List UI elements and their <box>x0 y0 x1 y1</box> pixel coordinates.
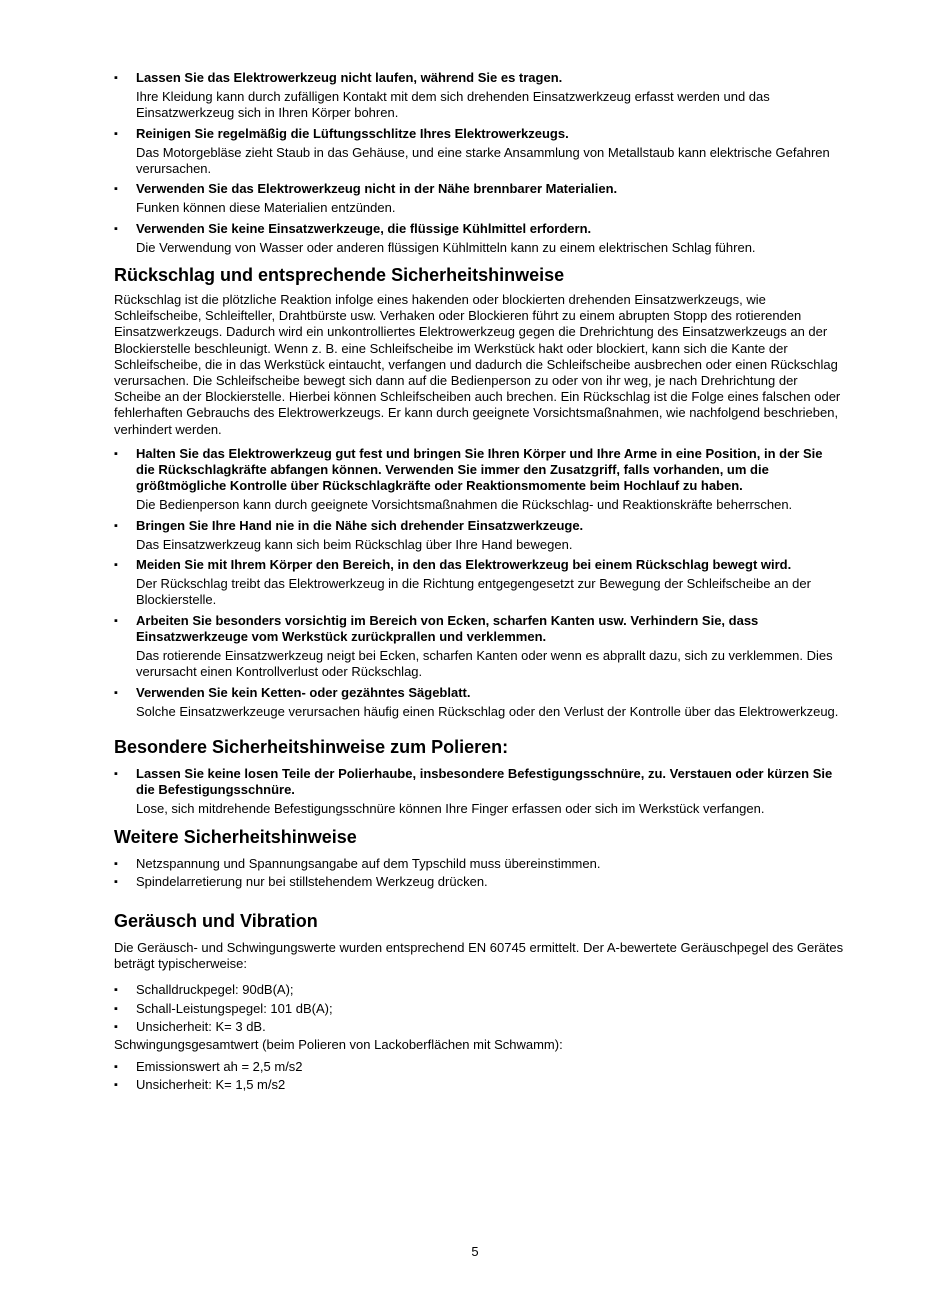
bullet-title: ▪ Meiden Sie mit Ihrem Körper den Bereich, in den das Elektrowerkzeug bei einem Rückschlag bewegt wird. <box>114 557 844 573</box>
list-item <box>114 221 844 256</box>
bullet-title: ▪ Arbeiten Sie besonders vorsichtig im Bereich von Ecken, scharfen Kanten usw. Verhindern Sie, dass Einsatzwerkzeuge vom Werkstück zurückprallen und verklemmen. <box>114 613 844 645</box>
section-heading-further: Weitere Sicherheitshinweise <box>114 826 357 847</box>
bullet-description: Der Rückschlag treibt das Elektrowerkzeug in die Richtung entgegengesetzt zur Bewegung der Schleifscheibe an der Blockierstelle. <box>136 576 811 608</box>
bullet-title: ▪ Verwenden Sie keine Einsatzwerkzeuge, die flüssige Kühlmittel erfordern. <box>114 221 844 237</box>
bullet-title: ▪ Reinigen Sie regelmäßig die Lüftungsschlitze Ihres Elektrowerkzeugs. <box>114 126 844 142</box>
bullet-title: ▪ Lassen Sie keine losen Teile der Polierhaube, insbesondere Befestigungsschnüre, zu. Verstauen oder kürzen Sie die Befestigungsschnüre. <box>114 766 844 798</box>
list-item <box>114 126 844 178</box>
kickback-list <box>114 446 844 720</box>
bullet-title: ▪ Verwenden Sie kein Ketten- oder gezähntes Sägeblatt. <box>114 685 844 701</box>
list-item <box>114 181 844 216</box>
list-item: ▪ Netzspannung und Spannungsangabe auf dem Typschild muss übereinstimmen. <box>114 856 844 872</box>
section-heading-kickback: Rückschlag und entsprechende Sicherheitshinweise <box>114 265 565 286</box>
further-list <box>114 856 844 890</box>
bullet-description: Die Verwendung von Wasser oder anderen flüssigen Kühlmitteln kann zu einem elektrischen Schlag führen. <box>136 239 756 255</box>
list-item <box>114 518 844 553</box>
intro-list <box>114 70 844 256</box>
list-item: ▪ Schall-Leistungspegel: 101 dB(A); <box>114 1001 844 1017</box>
noise-list <box>114 982 844 1035</box>
bullet-description: Das rotierende Einsatzwerkzeug neigt bei Ecken, scharfen Kanten oder wenn es abprallt dazu, sich zu verklemmen. Dies verursacht einen Kontrollverlust oder Rückschlag. <box>136 648 833 680</box>
vibration-label: Schwingungsgesamtwert (beim Polieren von Lackoberflächen mit Schwamm): <box>114 1036 563 1052</box>
kickback-paragraph: Rückschlag ist die plötzliche Reaktion infolge eines hakenden oder blockierten drehenden Einsatzwerkzeugs, wie Schleifscheibe, Schleifteller, Drahtbürste usw. Verhaken oder Blockieren führt zu einem abrupten Stopp des rotierenden Einsatzwerkzeugs. Dadurch wird ein unkontrolliertes Elektrowerkzeug gegen die Drehrichtung des Einsatzwerkzeugs an der Blockierstelle beschleunigt. Wenn z. B. eine Schleifscheibe im Werkstück hakt oder blockiert, kann sich die Kante der Schleifscheibe, die in das Werkstück eintaucht, verfangen und dadurch die Schleifscheibe ausbrechen oder einen Rückschlag verursachen. Die Schleifscheibe bewegt sich dann auf die Bedienperson zu oder von ihr weg, je nach Drehrichtung der Scheibe an der Blockierstelle. Hierbei können Schleifscheiben auch brechen. Ein Rückschlag ist die Folge eines falschen oder fehlerhaften Gebrauchs des Elektrowerkzeugs. Er kann durch geeignete Vorsichtsmaßnahmen, wie nachfolgend beschrieben, verhindert werden. <box>114 292 841 437</box>
list-item <box>114 685 844 720</box>
list-item <box>114 557 844 609</box>
list-item: ▪ Emissionswert ah = 2,5 m/s2 <box>114 1059 844 1075</box>
bullet-description: Funken können diese Materialien entzünden. <box>136 200 396 216</box>
polishing-list <box>114 766 844 818</box>
bullet-description: Solche Einsatzwerkzeuge verursachen häufig einen Rückschlag oder den Verlust der Kontrolle über das Elektrowerkzeug. <box>136 703 839 719</box>
list-item <box>114 446 844 514</box>
vibration-list <box>114 1059 844 1093</box>
list-item <box>114 766 844 818</box>
bullet-description: Ihre Kleidung kann durch zufälligen Kontakt mit dem sich drehenden Einsatzwerkzeug erfasst werden und das Einsatzwerkzeug sich in Ihren Körper bohren. <box>136 89 770 121</box>
list-item: ▪ Spindelarretierung nur bei stillstehendem Werkzeug drücken. <box>114 874 844 890</box>
page-number: 5 <box>471 1244 479 1259</box>
bullet-description: Das Einsatzwerkzeug kann sich beim Rückschlag über Ihre Hand bewegen. <box>136 536 573 552</box>
list-item: ▪ Unsicherheit: K= 1,5 m/s2 <box>114 1077 844 1093</box>
bullet-description: Das Motorgebläse zieht Staub in das Gehäuse, und eine starke Ansammlung von Metallstaub kann elektrische Gefahren verursachen. <box>136 144 830 177</box>
bullet-description: Die Bedienperson kann durch geeignete Vorsichtsmaßnahmen die Rückschlag- und Reaktionskräfte beherrschen. <box>136 497 793 513</box>
document-page <box>114 70 844 1094</box>
list-item <box>114 613 844 681</box>
bullet-title: ▪ Bringen Sie Ihre Hand nie in die Nähe sich drehender Einsatzwerkzeuge. <box>114 518 844 534</box>
list-item <box>114 70 844 122</box>
list-item: ▪ Unsicherheit: K= 3 dB. <box>114 1019 844 1035</box>
noise-paragraph: Die Geräusch- und Schwingungswerte wurden entsprechend EN 60745 ermittelt. Der A-bewertete Geräuschpegel des Gerätes beträgt typischerweise: <box>114 939 844 972</box>
bullet-title: ▪ Verwenden Sie das Elektrowerkzeug nicht in der Nähe brennbarer Materialien. <box>114 181 844 197</box>
section-heading-polishing: Besondere Sicherheitshinweise zum Polieren: <box>114 736 509 757</box>
section-heading-noise: Geräusch und Vibration <box>114 910 318 931</box>
bullet-title: ▪ Lassen Sie das Elektrowerkzeug nicht laufen, während Sie es tragen. <box>114 70 844 86</box>
bullet-description: Lose, sich mitdrehende Befestigungsschnüre können Ihre Finger erfassen oder sich im Werkstück verfangen. <box>136 801 765 817</box>
list-item: ▪ Schalldruckpegel: 90dB(A); <box>114 982 844 998</box>
bullet-title: ▪ Halten Sie das Elektrowerkzeug gut fest und bringen Sie Ihren Körper und Ihre Arme in eine Position, in der Sie die Rückschlagkräfte abfangen können. Verwenden Sie immer den Zusatzgriff, falls vorhanden, um die größtmögliche Kontrolle über Rückschlagkräfte oder Reaktionsmomente beim Hochlauf zu haben. <box>114 446 844 495</box>
